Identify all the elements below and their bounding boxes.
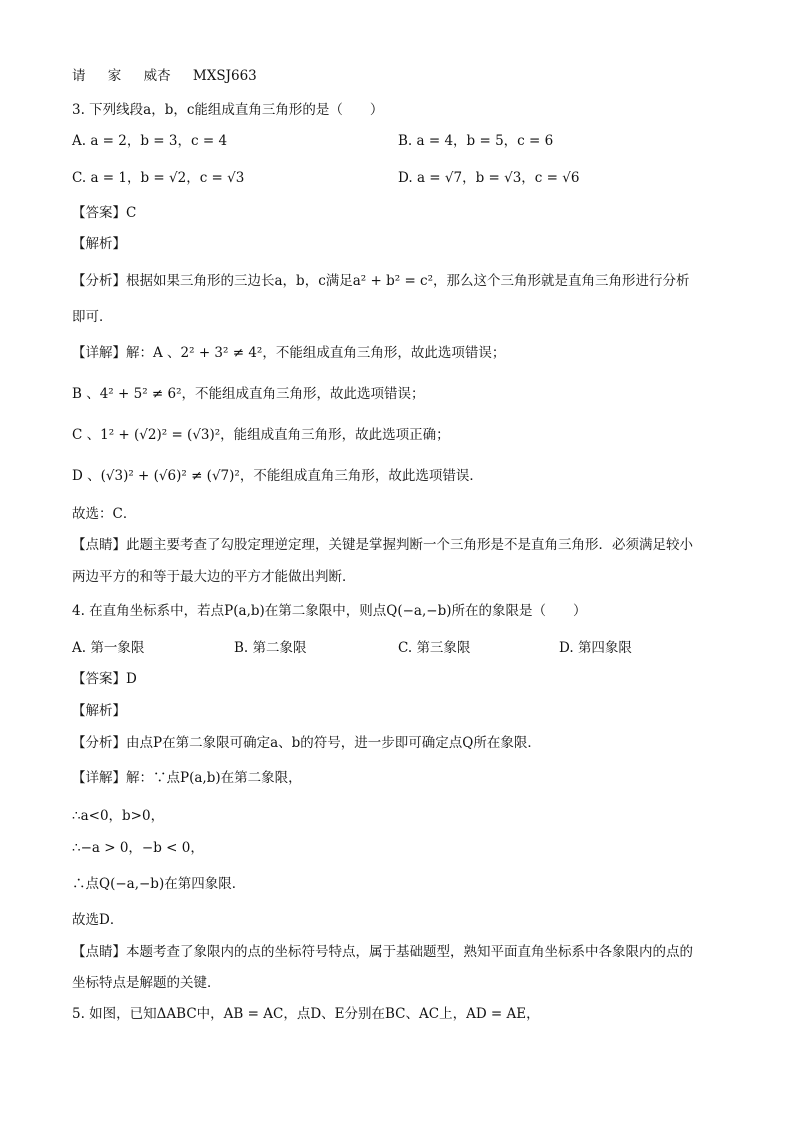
q4-analysis: 【分析】由点P在第二象限可确定a、b的符号，进一步即可确定点Q所在象限． [72, 735, 541, 751]
q4-step1: ∴a<0，b>0， [72, 808, 165, 824]
header-item: 家 [107, 68, 122, 84]
header-item: 威杏 [143, 68, 171, 84]
option-label: D. [559, 640, 574, 656]
q4-step2: ∴−a > 0，−b < 0， [72, 840, 204, 856]
q3-option-d [398, 168, 579, 188]
q3-option-b [398, 131, 553, 151]
option-text: 第三象限 [416, 640, 471, 656]
q3-detail-c: C 、1² + (√2)² = (√3)²，能组成直角三角形，故此选项正确； [72, 427, 450, 443]
header-item: 请 [72, 68, 86, 84]
option-label: B. [234, 640, 249, 656]
q3-comment: 【点睛】此题主要考查了勾股定理逆定理，关键是掌握判断一个三角形是不是直角三角形．必须满足较小 [72, 537, 693, 553]
q3-option-a [72, 131, 227, 151]
page-header [72, 66, 734, 86]
q4-option-d [559, 638, 632, 658]
q3-option-c [72, 168, 244, 188]
q4-answer: 【答案】D [72, 671, 137, 687]
option-text: 第二象限 [252, 640, 307, 656]
q4-jiexi: 【解析】 [72, 703, 126, 719]
q3-analysis: 【分析】根据如果三角形的三边长a，b，c满足a² + b² = c²，那么这个三角形就是直角三角形进行分析 [72, 273, 690, 289]
option-text: a = 1，b = √2，c = √3 [90, 170, 245, 186]
option-text: a = √7，b = √3，c = √6 [416, 170, 580, 186]
option-label: B. [398, 133, 413, 149]
q3-answer: 【答案】C [72, 205, 137, 221]
q4-option-a [72, 638, 144, 658]
q4-step3: ∴点Q(−a,−b)在第四象限． [72, 876, 246, 892]
q3-choose: 故选：C． [72, 506, 137, 522]
q5-stem: 5. 如图，已知ΔABC中，AB = AC，点D、E分别在BC、AC上，AD = AE， [72, 1006, 540, 1022]
q3-detail-b: B 、4² + 5² ≠ 6²，不能组成直角三角形，故此选项错误； [72, 386, 425, 402]
option-label: D. [398, 170, 413, 186]
option-text: a = 2，b = 3，c = 4 [90, 133, 228, 149]
q3-jiexi: 【解析】 [72, 236, 126, 252]
option-text: 第一象限 [90, 640, 145, 656]
option-label: C. [398, 640, 413, 656]
q3-detail-d: D 、(√3)² + (√6)² ≠ (√7)²，不能组成直角三角形，故此选项错误． [72, 468, 483, 484]
option-label: A. [72, 640, 87, 656]
q4-stem: 4. 在直角坐标系中，若点P(a,b)在第二象限中，则点Q(−a,−b)所在的象限是（ ） [72, 603, 587, 619]
option-label: A. [72, 133, 87, 149]
q3-detail: 【详解】解：A 、2² + 3² ≠ 4²，不能组成直角三角形，故此选项错误； [72, 345, 506, 361]
q4-option-b [234, 638, 307, 658]
q3-comment-cont: 两边平方的和等于最大边的平方才能做出判断． [72, 569, 356, 585]
q4-comment-cont: 坐标特点是解题的关键． [72, 975, 221, 991]
q4-comment: 【点睛】本题考查了象限内的点的坐标符号特点，属于基础题型，熟知平面直角坐标系中各象限内的点的 [72, 944, 693, 960]
q3-stem: 3. 下列线段a，b，c能组成直角三角形的是（ ） [72, 102, 384, 118]
option-text: a = 4，b = 5，c = 6 [416, 133, 554, 149]
option-text: 第四象限 [577, 640, 632, 656]
option-label: C. [72, 170, 87, 186]
q4-choose: 故选D． [72, 912, 124, 928]
header-item: MXSJ663 [192, 68, 257, 84]
q3-analysis-cont: 即可． [72, 309, 113, 325]
q4-option-c [398, 638, 470, 658]
q4-detail: 【详解】解：∵点P(a,b)在第二象限， [72, 770, 302, 786]
